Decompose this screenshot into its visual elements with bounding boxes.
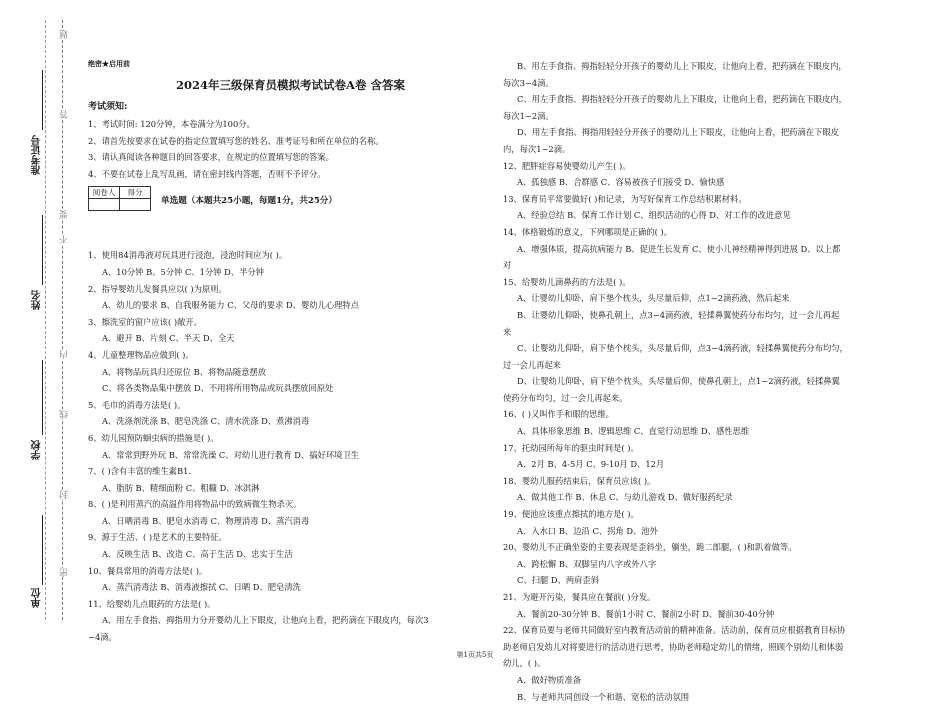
question-line: 7、( )含有丰富的维生素B1. (88, 466, 192, 477)
score-cell-empty[interactable] (89, 199, 120, 211)
label-exam-number: 准考证号 (32, 135, 43, 175)
question-line: 每次3~4滴。 (503, 77, 554, 88)
instruction-item: 1、考试时间: 120分钟，本卷满分为100分。 (88, 119, 255, 129)
score-cell-empty[interactable] (120, 199, 151, 211)
answer-option-line: A、反映生活 B、改造 C、高于生活 D、忠实于生活 (102, 549, 293, 560)
question-line: 2、指导婴幼儿发餐具应以( )为原则。 (88, 283, 227, 294)
answer-option-line: A、孤独感 B、合群感 C、容易被孩子们接受 D、愉快感 (517, 177, 725, 188)
cut-mark: 密 (60, 568, 70, 577)
answer-option-line: A、蒸汽消毒法 B、消毒液擦拭 C、日晒 D、肥皂清洗 (102, 582, 301, 593)
section-heading: 单选题（本题共25小题，每题1分，共25分） (161, 196, 337, 207)
underline-school (42, 360, 43, 435)
section-header-row (88, 182, 493, 211)
answer-option-line: B、与老师共同创设一个和谐、宽松的活动氛围 (517, 691, 690, 702)
answer-option-line: A、经验总结 B、保育工作计划 C、组织活动的心得 D、对工作的改进意见 (517, 210, 791, 221)
question-line: 8、( )是利用蒸汽的高温作用将物品中的致病微生物杀灭。 (88, 499, 302, 510)
binding-outer-line (45, 20, 46, 620)
question-line: ~4滴。 (88, 632, 117, 643)
cut-mark: 题 (60, 30, 70, 39)
answer-option-line: B、让婴幼儿仰卧，使鼻孔朝上，点3~4滴药液，轻揉鼻翼使药分布均匀，过一会儿再起 (517, 309, 840, 320)
answer-option-line: B、用左手食指、拇指轻轻分开孩子的婴幼儿上下眼皮，让他向上看，把药滴在下眼皮内， (517, 61, 847, 71)
cut-mark: 线 (60, 410, 70, 419)
answer-option-line: A、洗涤剂洗涤 B、肥皂洗涤 C、清水洗涤 D、煮沸消毒 (102, 416, 310, 427)
instructions-heading: 考试须知: (88, 102, 128, 112)
answer-option-line: A、做其他工作 B、休息 C、与幼儿游戏 D、做好服药纪录 (517, 492, 733, 503)
question-line: 11、给婴幼儿点眼药的方法是( )。 (88, 598, 216, 609)
label-school: 学校 (32, 440, 43, 460)
answer-option-line: A、常常到野外玩 B、常常洗澡 C、对幼儿进行教育 D、搞好环境卫生 (102, 449, 360, 460)
label-name: 姓名 (32, 290, 43, 310)
cut-mark: 答 (60, 110, 70, 119)
answer-option-line: A、增强体质，提高抗病能力 B、促进生长发育 C、使小儿神经精神得到进展 D、以上都 (517, 243, 841, 254)
binding-margin (0, 0, 75, 671)
instruction-item: 4、不要在试卷上乱写乱画，请在密封线内答题，否则不予评分。 (88, 168, 326, 179)
answer-option-line: A、让婴幼儿仰卧，肩下垫个枕头，头尽量后仰，点1~2滴药液，然后起来 (517, 293, 790, 304)
answer-option-line: A、脂肪 B、精细面粉 C、粗糠 D、冰淇淋 (102, 482, 260, 493)
question-line: 过一会儿再起来 (503, 359, 562, 370)
answer-option-line: A、具体形象思维 B、逻辑思维 C、直觉行动思维 D、感性思维 (517, 426, 750, 437)
answer-option-line: A、避开 B、片刻 C、半天 D、全天 (102, 333, 235, 344)
cut-mark: 不 (60, 235, 70, 244)
answer-option-line: A、将物品玩具归还原位 B、将物品随意摆放 (102, 366, 267, 377)
question-list-left (88, 247, 493, 645)
score-table (88, 186, 151, 211)
cut-mark: 内 (60, 350, 70, 359)
underline-unit (42, 515, 43, 585)
question-line: 对 (503, 260, 512, 271)
question-line: 9、源于生活、( )是艺术的主要特征。 (88, 532, 227, 543)
cut-mark: 封 (60, 490, 70, 499)
answer-option-line: A、2月 B、4-5月 C、9-10月 D、12月 (517, 459, 665, 470)
answer-option-line: D、用左手食指、拇指用轻轻分开孩子的婴幼儿上下眼皮，让他向上看，把药滴在下眼皮 (517, 127, 839, 138)
right-column (503, 58, 898, 705)
question-line: 1、使用84消毒液对玩具进行浸泡，浸泡时间应为( )。 (88, 250, 288, 261)
underline-name (42, 215, 43, 285)
page-footer: 第1页共5页 (456, 651, 494, 659)
question-line: 10、餐具常用的消毒方法是( )。 (88, 565, 208, 576)
question-line: 6、幼儿园预防蛔虫病的措施是( )。 (88, 432, 219, 443)
question-line: 20、婴幼儿不正确坐姿的主要表现是歪斜坐，躺坐，跪二郎腿，( )和趴着做等。 (503, 542, 797, 553)
cut-mark: 要 (60, 210, 70, 219)
answer-option-line: A、做好物质准备 (517, 674, 582, 685)
question-line: 12、肥胖症容易使婴幼儿产生( )。 (503, 160, 631, 171)
question-line: 幼儿，( )。 (503, 658, 546, 669)
score-table-score: 得分 (120, 187, 151, 199)
question-line: 18、婴幼儿服药结束后，保育员应该( )。 (503, 475, 656, 486)
answer-option-line: C、扫腿 D、两肩歪斜 (517, 575, 600, 586)
answer-option-line: C、用左手食指、拇指轻轻分开孩子的婴幼儿上下眼皮，让他向上看，把药滴在下眼皮内， (517, 94, 847, 105)
question-line: 3、擦洗室的窗户应该( )敞开。 (88, 316, 202, 327)
question-line: 21、为避开污染，餐具应在餐前( )分发。 (503, 592, 656, 602)
answer-option-line: A、10分钟 B、5分钟 C、1分钟 D、半分钟 (102, 266, 264, 277)
answer-option-line: C、让婴幼儿仰卧，肩下垫个枕头，头尽量后仰，点3~4滴药液，轻揉鼻翼使药分布均匀， (517, 343, 848, 354)
question-line: 13、保育员平常要做好( )和记录，为写好保育工作总结积累材料。 (503, 193, 747, 204)
question-line: 内，每次1~2滴。 (503, 143, 571, 154)
answer-option-line: A、用左手食指、拇指用力分开婴幼儿上下眼皮，让他向上看，把药滴在下眼皮内，每次3 (102, 615, 429, 626)
answer-option-line: A、餐前20-30分钟 B、餐前1小时 C、餐前2小时 D、餐前30-40分钟 (517, 608, 775, 619)
underline-exam-number (42, 70, 43, 130)
question-list-right (503, 58, 898, 705)
question-line: 15、给婴幼儿滴鼻药的方法是( )。 (503, 276, 631, 287)
score-table-grader: 阅卷人 (89, 187, 120, 199)
question-line: 使药分布均匀，过一会儿再起来。 (503, 392, 628, 403)
question-line: 4、儿童整理物品应做到( )。 (88, 349, 194, 360)
answer-option-line: D、让婴幼儿仰卧，肩下垫个枕头，头尽量后仰，使鼻孔朝上，点1~2滴药液，轻揉鼻翼 (517, 376, 840, 387)
page-title: 2024年三级保育员模拟考试试卷A卷 含答案 (176, 78, 405, 92)
answer-option-line: C、将各类物品集中摆放 D、不用将所用物品或玩具摆放回原处 (102, 383, 334, 394)
instruction-item: 2、请首先按要求在试卷的指定位置填写您的姓名、准考证号和所在单位的名称。 (88, 135, 384, 146)
spacer (88, 211, 493, 247)
question-line: 16、( )又叫作手和眼的思维。 (503, 409, 614, 420)
instruction-item: 3、请认真阅读各种题目的回答要求，在规定的位置填写您的答案。 (88, 152, 334, 163)
question-line: 22、保育员要与老师共同做好室内教育活动前的精神准备。活动前，保育员应根据教育目标协 (503, 625, 846, 636)
label-unit: 单位 (32, 588, 43, 608)
question-line: 每次1~2滴。 (503, 110, 554, 121)
secret-label: 绝密★启用前 (88, 59, 130, 68)
answer-option-line: A、跨松懈 B、双脚呈内八字或外八字 (517, 558, 657, 569)
answer-option-line: A、入水口 B、边沿 C、拐角 D、池外 (517, 525, 658, 536)
question-line: 19、便池应该重点擦拭的地方是( )。 (503, 509, 639, 520)
left-column (88, 58, 493, 646)
answer-option-line: A、日晒消毒 B、肥皂水消毒 C、物理消毒 D、蒸汽消毒 (102, 515, 310, 526)
question-line: 来 (503, 326, 512, 337)
question-line: 5、毛巾的消毒方法是( )。 (88, 399, 186, 410)
question-line: 助老师启发幼儿对将要进行的活动进行思考，协助老师稳定幼儿的情绪，照顾个别幼儿和体弱 (503, 641, 844, 652)
instructions-list (88, 116, 493, 182)
question-line: 14、体格锻炼的意义，下列哪项是正确的( )。 (503, 226, 673, 237)
question-line: 17、托幼园所每年的驱虫时间是( )。 (503, 442, 639, 453)
answer-option-line: A、幼儿的要求 B、自我服务能力 C、父母的要求 D、婴幼儿心理特点 (102, 300, 360, 311)
